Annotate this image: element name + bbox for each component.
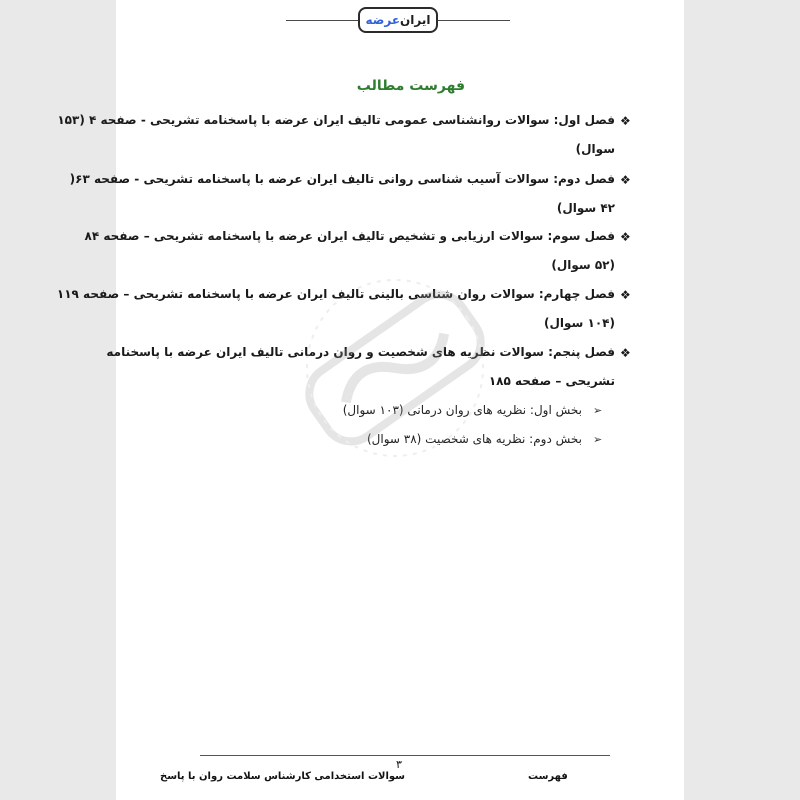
logo-divider-left xyxy=(286,20,358,21)
footer-book-title: سوالات استخدامی کارشناس سلامت روان با پاسخ xyxy=(160,771,405,782)
diamond-bullet-icon: ❖ xyxy=(620,288,631,302)
toc-line: سوال) xyxy=(575,142,615,156)
toc-line: فصل سوم: سوالات ارزیابی و تشخیص تالیف ایران عرضه با پاسخنامه تشریحی – صفحه ۸۴ xyxy=(84,229,615,243)
toc-subsection: بخش دوم: نظریه های شخصیت (۳۸ سوال) xyxy=(366,432,582,446)
page-number: ۳ xyxy=(396,758,402,771)
toc-line: (۱۰۴ سوال) xyxy=(544,316,615,330)
footer-divider xyxy=(200,755,610,756)
toc-subsection: بخش اول: نظریه های روان درمانی (۱۰۳ سوال) xyxy=(342,403,582,417)
diamond-bullet-icon: ❖ xyxy=(620,230,631,244)
toc-line: (۵۲ سوال) xyxy=(551,258,615,272)
logo-text-accent: عرضه xyxy=(365,13,401,27)
page-title: فهرست مطالب xyxy=(356,78,465,94)
toc-line: فصل چهارم: سوالات روان شناسی بالینی تالیف ایران عرضه با پاسخنامه تشریحی – صفحه ۱۱۹ xyxy=(56,287,615,301)
toc-line: ۴۲ سوال) xyxy=(556,201,615,215)
diamond-bullet-icon: ❖ xyxy=(620,173,631,187)
arrow-bullet-icon: ➢ xyxy=(593,404,603,417)
diamond-bullet-icon: ❖ xyxy=(620,114,631,128)
footer-section-name: فهرست xyxy=(528,771,568,782)
toc-line: فصل اول: سوالات روانشناسی عمومی تالیف ایران عرضه با پاسخنامه تشریحی - صفحه ۴ (۱۵۳ xyxy=(57,113,615,127)
toc-line: فصل پنجم: سوالات نظریه های شخصیت و روان درمانی تالیف ایران عرضه با پاسخنامه xyxy=(106,345,615,359)
arrow-bullet-icon: ➢ xyxy=(593,433,603,446)
toc-line: فصل دوم: سوالات آسیب شناسی روانی تالیف ایران عرضه با پاسخنامه تشریحی - صفحه ۶۳( xyxy=(69,172,615,186)
brand-logo xyxy=(358,7,438,33)
logo-divider-right xyxy=(438,20,510,21)
logo-text-main: ایران xyxy=(400,13,431,27)
diamond-bullet-icon: ❖ xyxy=(620,346,631,360)
toc-line: تشریحی – صفحه ۱۸۵ xyxy=(488,374,615,388)
